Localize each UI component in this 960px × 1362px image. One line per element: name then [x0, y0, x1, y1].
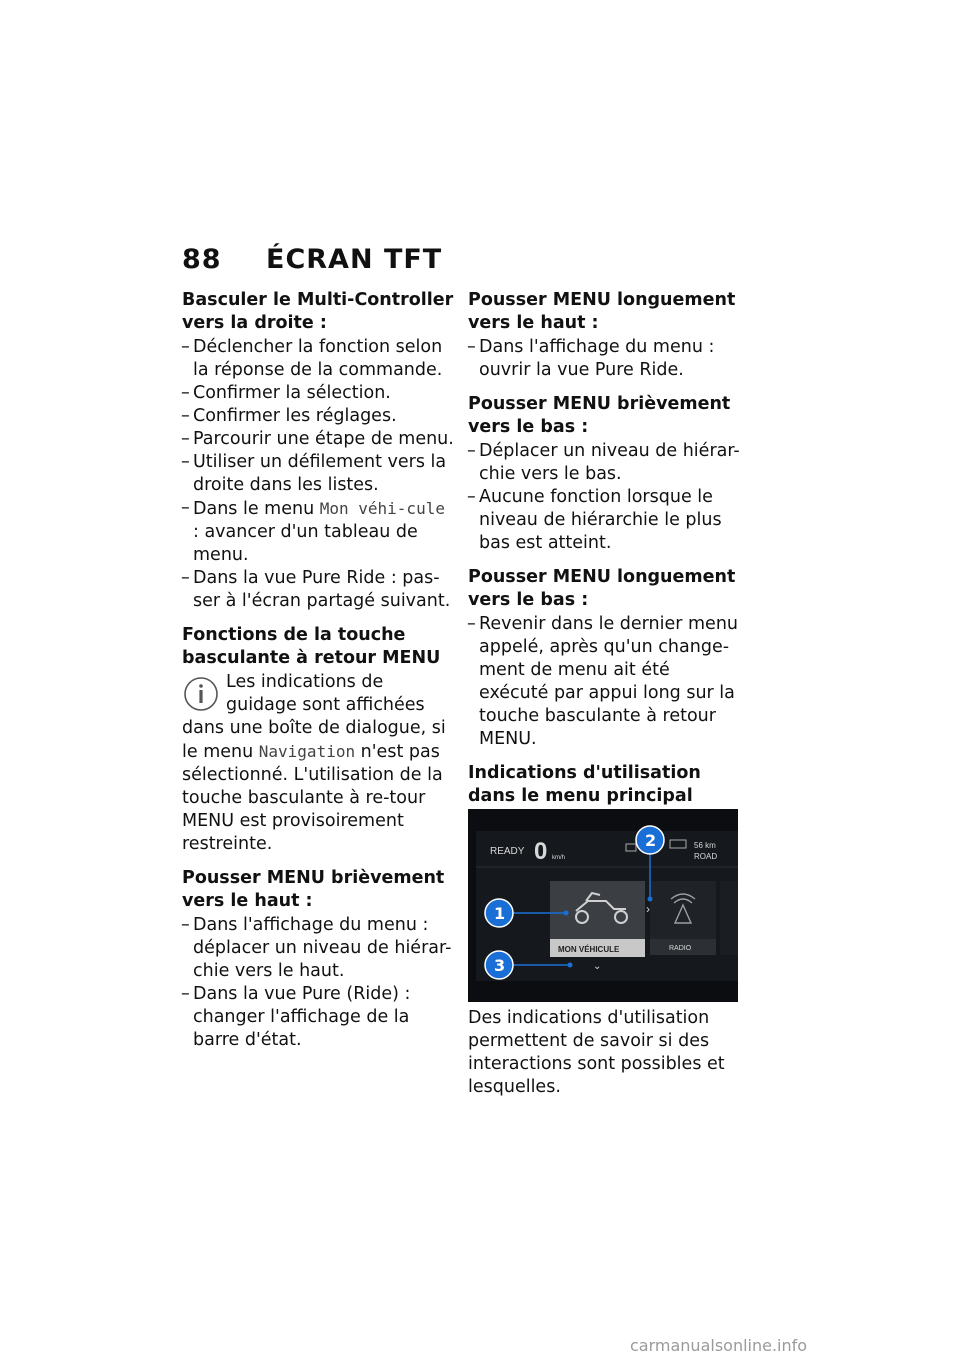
- list-item: – Déplacer un niveau de hiérar-chie vers le bas.: [468, 440, 740, 486]
- list-item: – Confirmer la sélection.: [182, 382, 454, 405]
- callout-2-label: 2: [645, 831, 657, 850]
- list-item: – Dans l'affichage du menu : déplacer un niveau de hiérar-chie vers le haut.: [182, 914, 454, 983]
- bullet-list: [468, 336, 740, 382]
- tile-radio: [650, 881, 716, 939]
- right-column: [468, 289, 740, 1099]
- list-item: – Parcourir une étape de menu.: [182, 428, 454, 451]
- info-note: [182, 671, 454, 856]
- speed-unit: km/h: [552, 855, 566, 861]
- section-heading: Pousser MENU longuement vers le haut :: [468, 290, 736, 333]
- list-item-text: Dans le menu: [193, 499, 320, 519]
- section-heading: Pousser MENU longuement vers le bas :: [468, 567, 736, 610]
- list-item: – Dans la vue Pure Ride : pas-ser à l'écran partagé suivant.: [182, 567, 454, 613]
- section-heading: Pousser MENU brièvement vers le haut :: [182, 868, 445, 911]
- status-ready: READY: [490, 846, 525, 857]
- left-column: [182, 289, 454, 1063]
- watermark: carmanualsonline.info: [630, 1336, 808, 1355]
- bullet-list: [182, 914, 454, 1052]
- tile-mon-vehicule: [550, 881, 645, 939]
- list-item: – Aucune fonction lorsque le niveau de hiérarchie le plus bas est atteint.: [468, 486, 740, 555]
- page-header: [182, 244, 442, 275]
- range-value: 56 km: [694, 841, 716, 850]
- menu-code: Navigation: [258, 742, 356, 761]
- figure-caption: Des indications d'utilisation permettent de savoir si des interactions sont possibles et lesquelles.: [468, 1008, 725, 1097]
- chevron-right-icon: ›: [646, 902, 650, 916]
- menu-code: Mon véhi-cule: [319, 499, 445, 518]
- bullet-list: [468, 440, 740, 555]
- bullet-list: [182, 336, 454, 613]
- callout-1-label: 1: [494, 904, 506, 923]
- list-item: – Confirmer les réglages.: [182, 405, 454, 428]
- list-item: – Revenir dans le dernier menu appelé, après qu'un change-ment de menu ait été exécuté par appui long sur la touche basculante à retour MENU.: [468, 613, 740, 751]
- callout-3-label: 3: [494, 956, 506, 975]
- tft-screen-figure: [468, 809, 738, 1002]
- note-text-part: Les indications de guidage sont affichées dans une boîte de dialogue, si le menu: [182, 672, 446, 762]
- tft-screen-illustration: [468, 809, 738, 1002]
- bullet-list: [468, 613, 740, 751]
- note-text-part: n'est pas sélectionné. L'utilisation de la touche basculante à re-tour MENU est provisoirement restreinte.: [182, 742, 443, 854]
- speed-value: 0: [534, 838, 548, 865]
- note-text: [182, 671, 454, 856]
- list-item: – Utiliser un défilement vers la droite dans les listes.: [182, 451, 454, 497]
- section-heading: Pousser MENU brièvement vers le bas :: [468, 394, 731, 437]
- page-title: ÉCRAN TFT: [266, 244, 443, 275]
- section-heading: Indications d'utilisation dans le menu principal: [468, 763, 701, 806]
- riding-mode: ROAD: [694, 852, 718, 861]
- page-number: 88: [182, 244, 222, 275]
- tile-label-radio: RADIO: [669, 945, 692, 952]
- list-item-text: : avancer d'un tableau de menu.: [193, 522, 418, 565]
- list-item: [182, 497, 454, 567]
- info-icon: [182, 675, 220, 713]
- list-item: – Dans l'affichage du menu : ouvrir la vue Pure Ride.: [468, 336, 740, 382]
- section-heading: Fonctions de la touche basculante à retour MENU: [182, 625, 441, 668]
- tile-label-mon-vehicule: MON VÉHICULE: [558, 945, 620, 954]
- list-item: – Déclencher la fonction selon la réponse de la commande.: [182, 336, 454, 382]
- list-item: – Dans la vue Pure (Ride) : changer l'affichage de la barre d'état.: [182, 983, 454, 1052]
- chevron-down-icon: ⌄: [593, 961, 602, 972]
- section-heading: Basculer le Multi-Controller vers la droite :: [182, 290, 454, 333]
